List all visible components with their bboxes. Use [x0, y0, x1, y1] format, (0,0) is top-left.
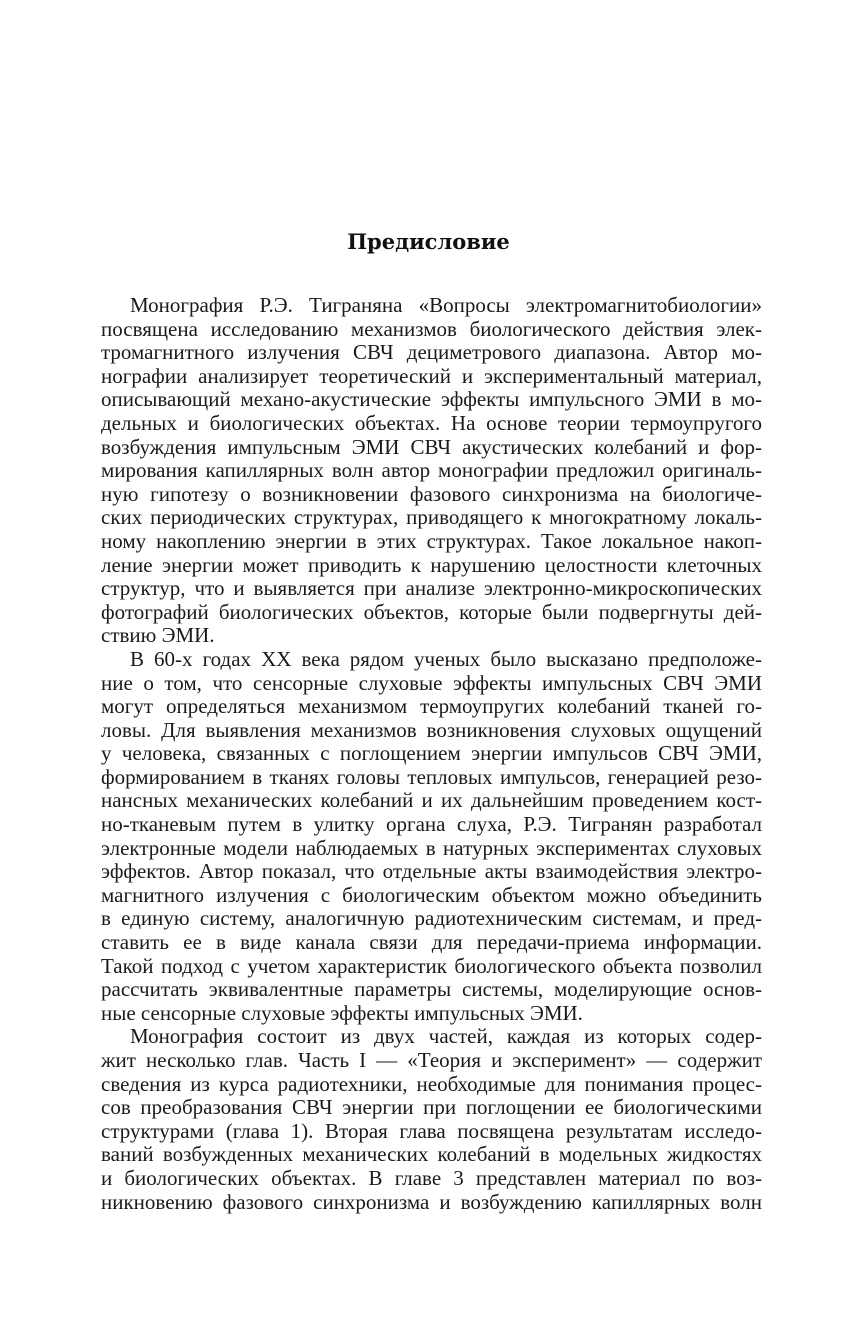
text-line: Монография состоит из двух частей, каждая из которых содер-	[130, 1024, 762, 1049]
text-line: и биологических объектах. В главе 3 представлен материал по воз-	[101, 1165, 762, 1190]
text-line: но-тканевым путем в улитку органа слуха, Р.Э. Тигранян разработал	[101, 812, 762, 837]
text-line: мирования капиллярных волн автор монографии предложил оригиналь-	[101, 458, 762, 483]
paragraph-2	[101, 648, 762, 1026]
paragraph-1	[101, 294, 762, 648]
text-line: дельных и биологических объектах. На основе теории термоупругого	[101, 410, 762, 435]
text-line: ствию ЭМИ.	[101, 623, 215, 648]
text-line: возбуждения импульсным ЭМИ СВЧ акустических колебаний и фор-	[101, 434, 762, 459]
text-line: рассчитать эквивалентные параметры системы, моделирующие основ-	[101, 977, 762, 1002]
text-line: могут определяться механизмом термоупругих колебаний тканей го-	[101, 694, 762, 719]
text-line: формированием в тканях головы тепловых импульсов, генерацией резо-	[101, 764, 762, 789]
text-line: ному накоплению энергии в этих структурах. Такое локальное накоп-	[101, 528, 762, 553]
text-line: ные сенсорные слуховые эффекты импульсных ЭМИ.	[101, 1000, 583, 1025]
text-line: В 60-х годах XX века рядом ученых было высказано предположе-	[130, 646, 762, 671]
text-line: ловы. Для выявления механизмов возникновения слуховых ощущений	[101, 717, 762, 742]
paragraph-3	[101, 1025, 762, 1214]
text-line: ную гипотезу о возникновении фазового синхронизма на биологиче-	[101, 481, 762, 506]
text-line: эффектов. Автор показал, что отдельные акты взаимодействия электро-	[101, 859, 762, 884]
text-line: сов преобразования СВЧ энергии при поглощении ее биологическими	[101, 1095, 762, 1120]
text-line: нографии анализирует теоретический и экспериментальный материал,	[101, 363, 762, 388]
text-line: описывающий механо-акустические эффекты импульсного ЭМИ в мо-	[101, 387, 762, 412]
text-line: никновению фазового синхронизма и возбуждению капиллярных волн	[101, 1189, 762, 1214]
text-line: нансных механических колебаний и их дальнейшим проведением кост-	[101, 788, 762, 813]
text-line: электронные модели наблюдаемых в натурных экспериментах слуховых	[101, 835, 762, 860]
text-line: Монография Р.Э. Тиграняна «Вопросы электромагнитобиологии»	[130, 293, 762, 317]
text-line: ставить ее в виде канала связи для передачи-приема информации.	[101, 930, 762, 955]
text-line: Такой подход с учетом характеристик биологического объекта позволил	[101, 953, 762, 978]
text-line: структур, что и выявляется при анализе электронно-микроскопических	[101, 576, 762, 601]
text-line: ление энергии может приводить к нарушению целостности клеточных	[101, 552, 762, 577]
text-line: сведения из курса радиотехники, необходимые для понимания процес-	[101, 1071, 762, 1096]
body-text	[101, 294, 762, 1214]
text-line: посвящена исследованию механизмов биологического действия элек-	[101, 316, 762, 341]
text-line: структурами (глава 1). Вторая глава посвящена результатам исследо-	[101, 1118, 762, 1143]
page-title: Предисловие	[347, 229, 510, 254]
text-line: тромагнитного излучения СВЧ дециметрового диапазона. Автор мо-	[101, 340, 762, 365]
text-line: ваний возбужденных механических колебаний в модельных жидкостях	[101, 1142, 762, 1167]
text-line: у человека, связанных с поглощением энергии импульсов СВЧ ЭМИ,	[101, 741, 762, 766]
text-line: жит несколько глав. Часть I — «Теория и эксперимент» — содержит	[101, 1048, 762, 1072]
text-line: фотографий биологических объектов, которые были подвергнуты дей-	[101, 599, 762, 624]
text-line: ние о том, что сенсорные слуховые эффекты импульсных СВЧ ЭМИ	[101, 670, 762, 695]
text-line: ских периодических структурах, приводящего к многократному локаль-	[101, 505, 762, 530]
text-line: магнитного излучения с биологическим объектом можно объединить	[101, 882, 762, 907]
text-line: в единую систему, аналогичную радиотехническим системам, и пред-	[101, 906, 762, 931]
